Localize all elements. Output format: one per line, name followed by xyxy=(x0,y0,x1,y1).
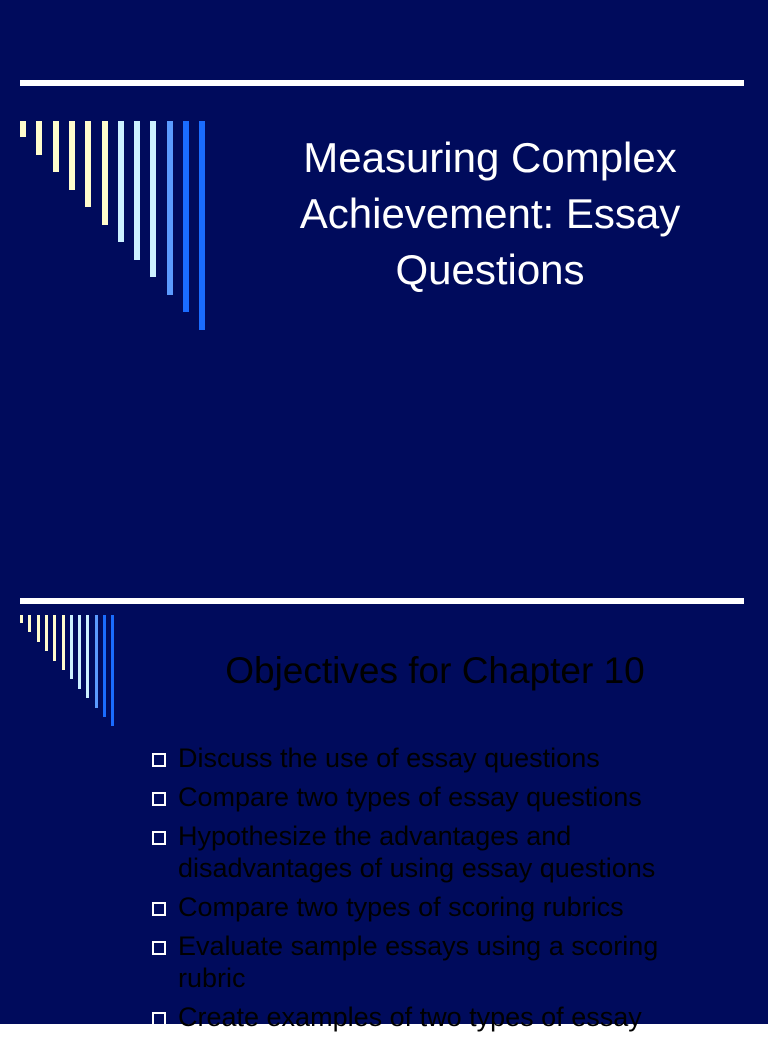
list-item: Compare two types of scoring rubrics xyxy=(150,891,750,923)
decorative-bar xyxy=(150,121,156,277)
square-bullet-icon xyxy=(152,941,166,955)
decorative-bar xyxy=(62,615,65,670)
decorative-bar xyxy=(111,615,114,726)
decorative-bar xyxy=(78,615,81,689)
square-bullet-icon xyxy=(152,902,166,916)
decorative-bar xyxy=(103,615,106,717)
decorative-bar xyxy=(36,121,42,155)
decorative-bar xyxy=(53,615,56,661)
title-line: Questions xyxy=(395,246,585,293)
decorative-bar xyxy=(86,615,89,698)
list-item: Discuss the use of essay questions xyxy=(150,742,750,774)
decorative-bar xyxy=(183,121,189,312)
decorative-bar xyxy=(20,615,23,623)
list-item: Compare two types of essay questions xyxy=(150,781,750,813)
decorative-bar xyxy=(199,121,205,330)
top-rule xyxy=(20,80,744,86)
decorative-bar xyxy=(45,615,48,651)
decorative-bar xyxy=(95,615,98,708)
objectives-list xyxy=(150,742,750,1040)
top-rule xyxy=(20,598,744,604)
square-bullet-icon xyxy=(152,792,166,806)
decorative-bar xyxy=(70,615,73,679)
decorative-bar xyxy=(85,121,91,207)
square-bullet-icon xyxy=(152,753,166,767)
square-bullet-icon xyxy=(152,831,166,845)
decorative-bar xyxy=(134,121,140,260)
decorative-bar xyxy=(118,121,124,242)
decorative-bar xyxy=(102,121,108,225)
decorative-bar xyxy=(28,615,31,632)
decorative-bar xyxy=(53,121,59,172)
title-line: Measuring Complex xyxy=(303,134,677,181)
title-slide xyxy=(0,0,768,500)
decorative-bar xyxy=(167,121,173,295)
decorative-bar xyxy=(20,121,26,137)
decorative-bar xyxy=(69,121,75,190)
list-item: Evaluate sample essays using a scoring rubric xyxy=(150,930,750,994)
slide-title xyxy=(230,130,750,298)
title-line: Achievement: Essay xyxy=(299,190,681,237)
list-item: Create examples of two types of essay xyxy=(150,1001,750,1033)
decorative-bar xyxy=(37,615,40,642)
slide-title: Objectives for Chapter 10 xyxy=(225,650,645,691)
list-item: Hypothesize the advantages and disadvantages of using essay questions xyxy=(150,820,750,884)
